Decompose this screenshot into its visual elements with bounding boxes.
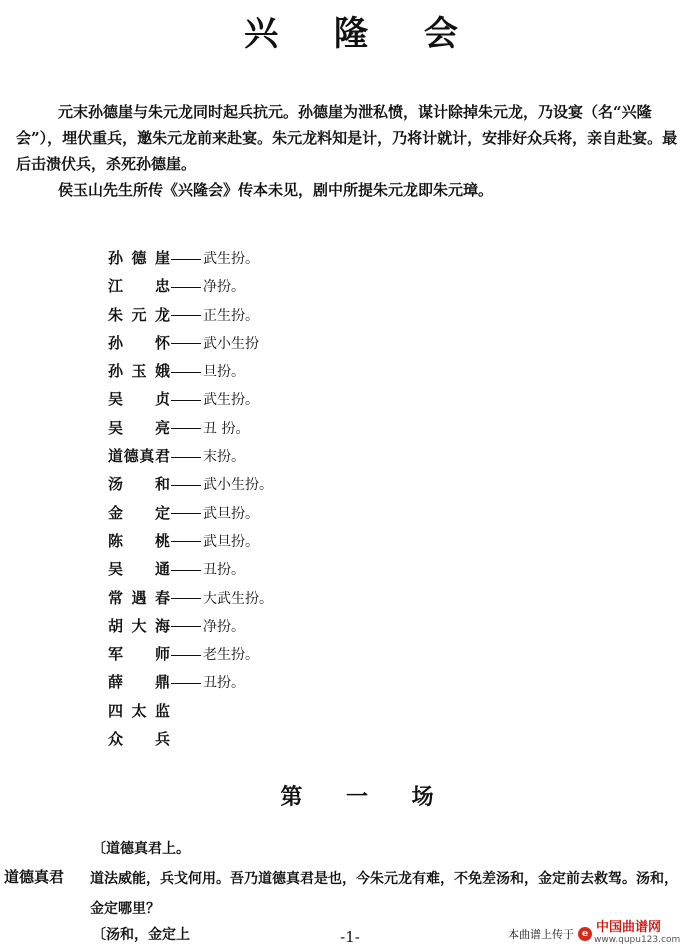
watermark-text: 本曲谱上传于 <box>508 928 574 941</box>
cast-list <box>108 244 273 753</box>
character-role: 净扮。 <box>203 618 245 635</box>
cast-entry <box>108 301 273 329</box>
speech-text: 道法威能，兵戈何用。吾乃道德真君是也，今朱元龙有难，不免差汤和，金定前去救驾。汤和，金定哪里？ <box>90 871 678 917</box>
character-name: 金定 <box>108 503 170 522</box>
cast-entry <box>108 612 273 640</box>
character-name: 孙德崖 <box>108 249 170 267</box>
site-logo-icon: e <box>578 927 592 941</box>
character-role: 武生扮。 <box>203 251 259 267</box>
cast-entry <box>108 640 273 668</box>
character-name: 军师 <box>108 645 170 664</box>
cast-entry <box>108 584 273 612</box>
synopsis-paragraph: 元末孙德崖与朱元龙同时起兵抗元。孙德崖为泄私愤，谋计除掉朱元龙，乃设宴（名“兴隆会”），埋伏重兵，邀朱元龙前来赴宴。朱元龙料知是计，乃将计就计，安排好众兵将，亲自赴宴。最后击溃伏兵，杀死孙德崖。 <box>16 103 678 173</box>
character-name: 孙玉娥 <box>108 362 170 381</box>
role-dash <box>171 315 201 316</box>
character-role: 丑扮。 <box>203 562 245 579</box>
cast-entry <box>108 725 273 753</box>
role-dash <box>171 513 201 514</box>
watermark-url: www.qupu123.com <box>594 935 681 945</box>
cast-entry <box>108 499 273 527</box>
character-name: 薛鼎 <box>108 673 170 692</box>
site-watermark <box>508 922 680 946</box>
scene-title: 第 一 场 <box>280 785 452 810</box>
play-title: 兴 隆 会 <box>244 14 480 54</box>
character-name: 道德真君 <box>108 447 170 466</box>
speaker-name: 道德真君 <box>4 868 65 886</box>
character-role: 净扮。 <box>203 279 245 296</box>
character-role: 武小生扮。 <box>203 477 273 494</box>
role-dash <box>171 457 201 458</box>
role-dash <box>171 343 201 344</box>
cast-entry <box>108 555 273 583</box>
cast-entry <box>108 272 273 300</box>
character-name: 胡大海 <box>108 616 170 635</box>
character-role: 正生扮。 <box>203 307 259 324</box>
character-role: 旦扮。 <box>203 364 245 381</box>
character-name: 吴贞 <box>108 390 170 409</box>
role-dash <box>171 626 201 627</box>
cast-entry <box>108 668 273 696</box>
cast-entry <box>108 527 273 555</box>
role-dash <box>171 485 201 486</box>
character-role: 丑 扮。 <box>203 420 250 437</box>
role-dash <box>171 655 201 656</box>
cast-entry <box>108 414 273 442</box>
role-dash <box>171 683 201 684</box>
cast-entry <box>108 329 273 357</box>
character-name: 江忠 <box>108 277 170 296</box>
character-role: 武旦扮。 <box>203 505 259 522</box>
character-name: 孙怀 <box>108 333 170 352</box>
role-dash <box>171 372 201 373</box>
page-number: -1- <box>340 928 360 946</box>
character-name: 常遇春 <box>108 588 170 607</box>
cast-entry <box>108 385 273 413</box>
role-dash <box>171 598 201 599</box>
cast-entry <box>108 697 273 725</box>
role-dash <box>171 428 201 429</box>
character-role: 武生扮。 <box>203 392 259 409</box>
synopsis <box>16 99 688 203</box>
role-dash <box>171 259 201 260</box>
character-name: 陈桃 <box>108 531 170 550</box>
character-name: 汤和 <box>108 475 170 494</box>
character-name: 四太监 <box>108 701 170 720</box>
character-name: 朱元龙 <box>108 305 170 324</box>
stage-direction-entry: 〔汤和，金定上 <box>92 927 190 943</box>
character-role: 老生扮。 <box>203 647 259 664</box>
cast-entry <box>108 442 273 470</box>
role-dash <box>171 287 201 288</box>
synopsis-note: 侯玉山先生所传《兴隆会》传本未见，剧中所提朱元龙即朱元璋。 <box>58 181 494 199</box>
role-dash <box>171 400 201 401</box>
character-name: 吴通 <box>108 560 170 579</box>
character-name: 众兵 <box>108 730 170 749</box>
role-dash <box>171 541 201 542</box>
stage-direction: 〔道德真君上。 <box>92 841 190 857</box>
character-name: 吴亮 <box>108 418 170 437</box>
watermark-site-name: 中国曲谱网 <box>596 920 662 935</box>
character-role: 武小生扮 <box>203 335 259 352</box>
character-role: 末扮。 <box>203 449 245 466</box>
character-role: 武旦扮。 <box>203 533 259 550</box>
cast-entry <box>108 357 273 385</box>
character-role: 丑扮。 <box>203 675 245 692</box>
role-dash <box>171 570 201 571</box>
cast-entry <box>108 244 273 272</box>
character-role: 大武生扮。 <box>203 590 273 607</box>
cast-entry <box>108 470 273 498</box>
